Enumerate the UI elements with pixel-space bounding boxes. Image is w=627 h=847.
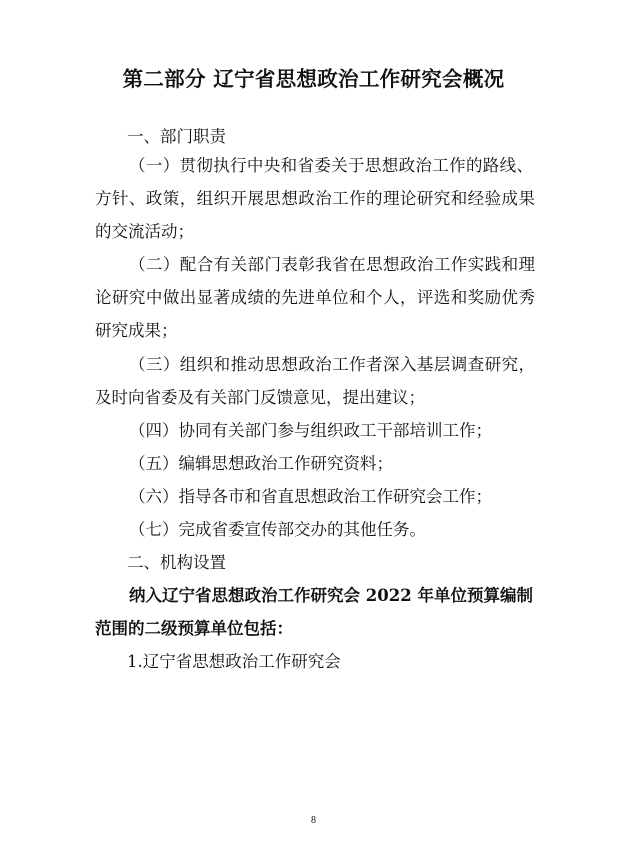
duty-item-4: （四）协同有关部门参与组织政工干部培训工作； (129, 421, 492, 440)
duty-item-7: （七）完成省委宣传部交办的其他任务。 (129, 520, 426, 539)
section-heading-duties: 一、部门职责 (127, 127, 226, 146)
duty-item-3-line-2: 及时向省委及有关部门反馈意见，提出建议； (95, 388, 425, 407)
duty-item-5: （五）编辑思想政治工作研究资料； (129, 454, 393, 473)
unit-list-item-1: 1.辽宁省思想政治工作研究会 (127, 652, 341, 671)
duty-item-1-line-3: 的交流活动； (95, 222, 194, 241)
duty-item-6: （六）指导各市和省直思想政治工作研究会工作； (129, 487, 492, 506)
duty-item-2-line-1: （二）配合有关部门表彰我省在思想政治工作实践和理 (129, 255, 535, 274)
duty-item-2-line-2: 论研究中做出显著成绩的先进单位和个人，评选和奖励优秀 (95, 288, 535, 307)
duty-item-1-line-2: 方针、政策，组织开展思想政治工作的理论研究和经验成果 (95, 189, 535, 208)
duty-item-2-line-3: 研究成果； (95, 321, 178, 340)
page-title: 第二部分 辽宁省思想政治工作研究会概况 (122, 67, 505, 91)
structure-intro-line-1: 纳入辽宁省思想政治工作研究会 2022 年单位预算编制 (129, 586, 533, 605)
duty-item-1-line-1: （一）贯彻执行中央和省委关于思想政治工作的路线、 (129, 156, 533, 175)
section-heading-structure: 二、机构设置 (127, 553, 226, 572)
duty-item-3-line-1: （三）组织和推动思想政治工作者深入基层调查研究， (129, 355, 535, 374)
structure-intro-line-2: 范围的二级预算单位包括： (95, 619, 293, 638)
page-number: 8 (311, 815, 316, 826)
